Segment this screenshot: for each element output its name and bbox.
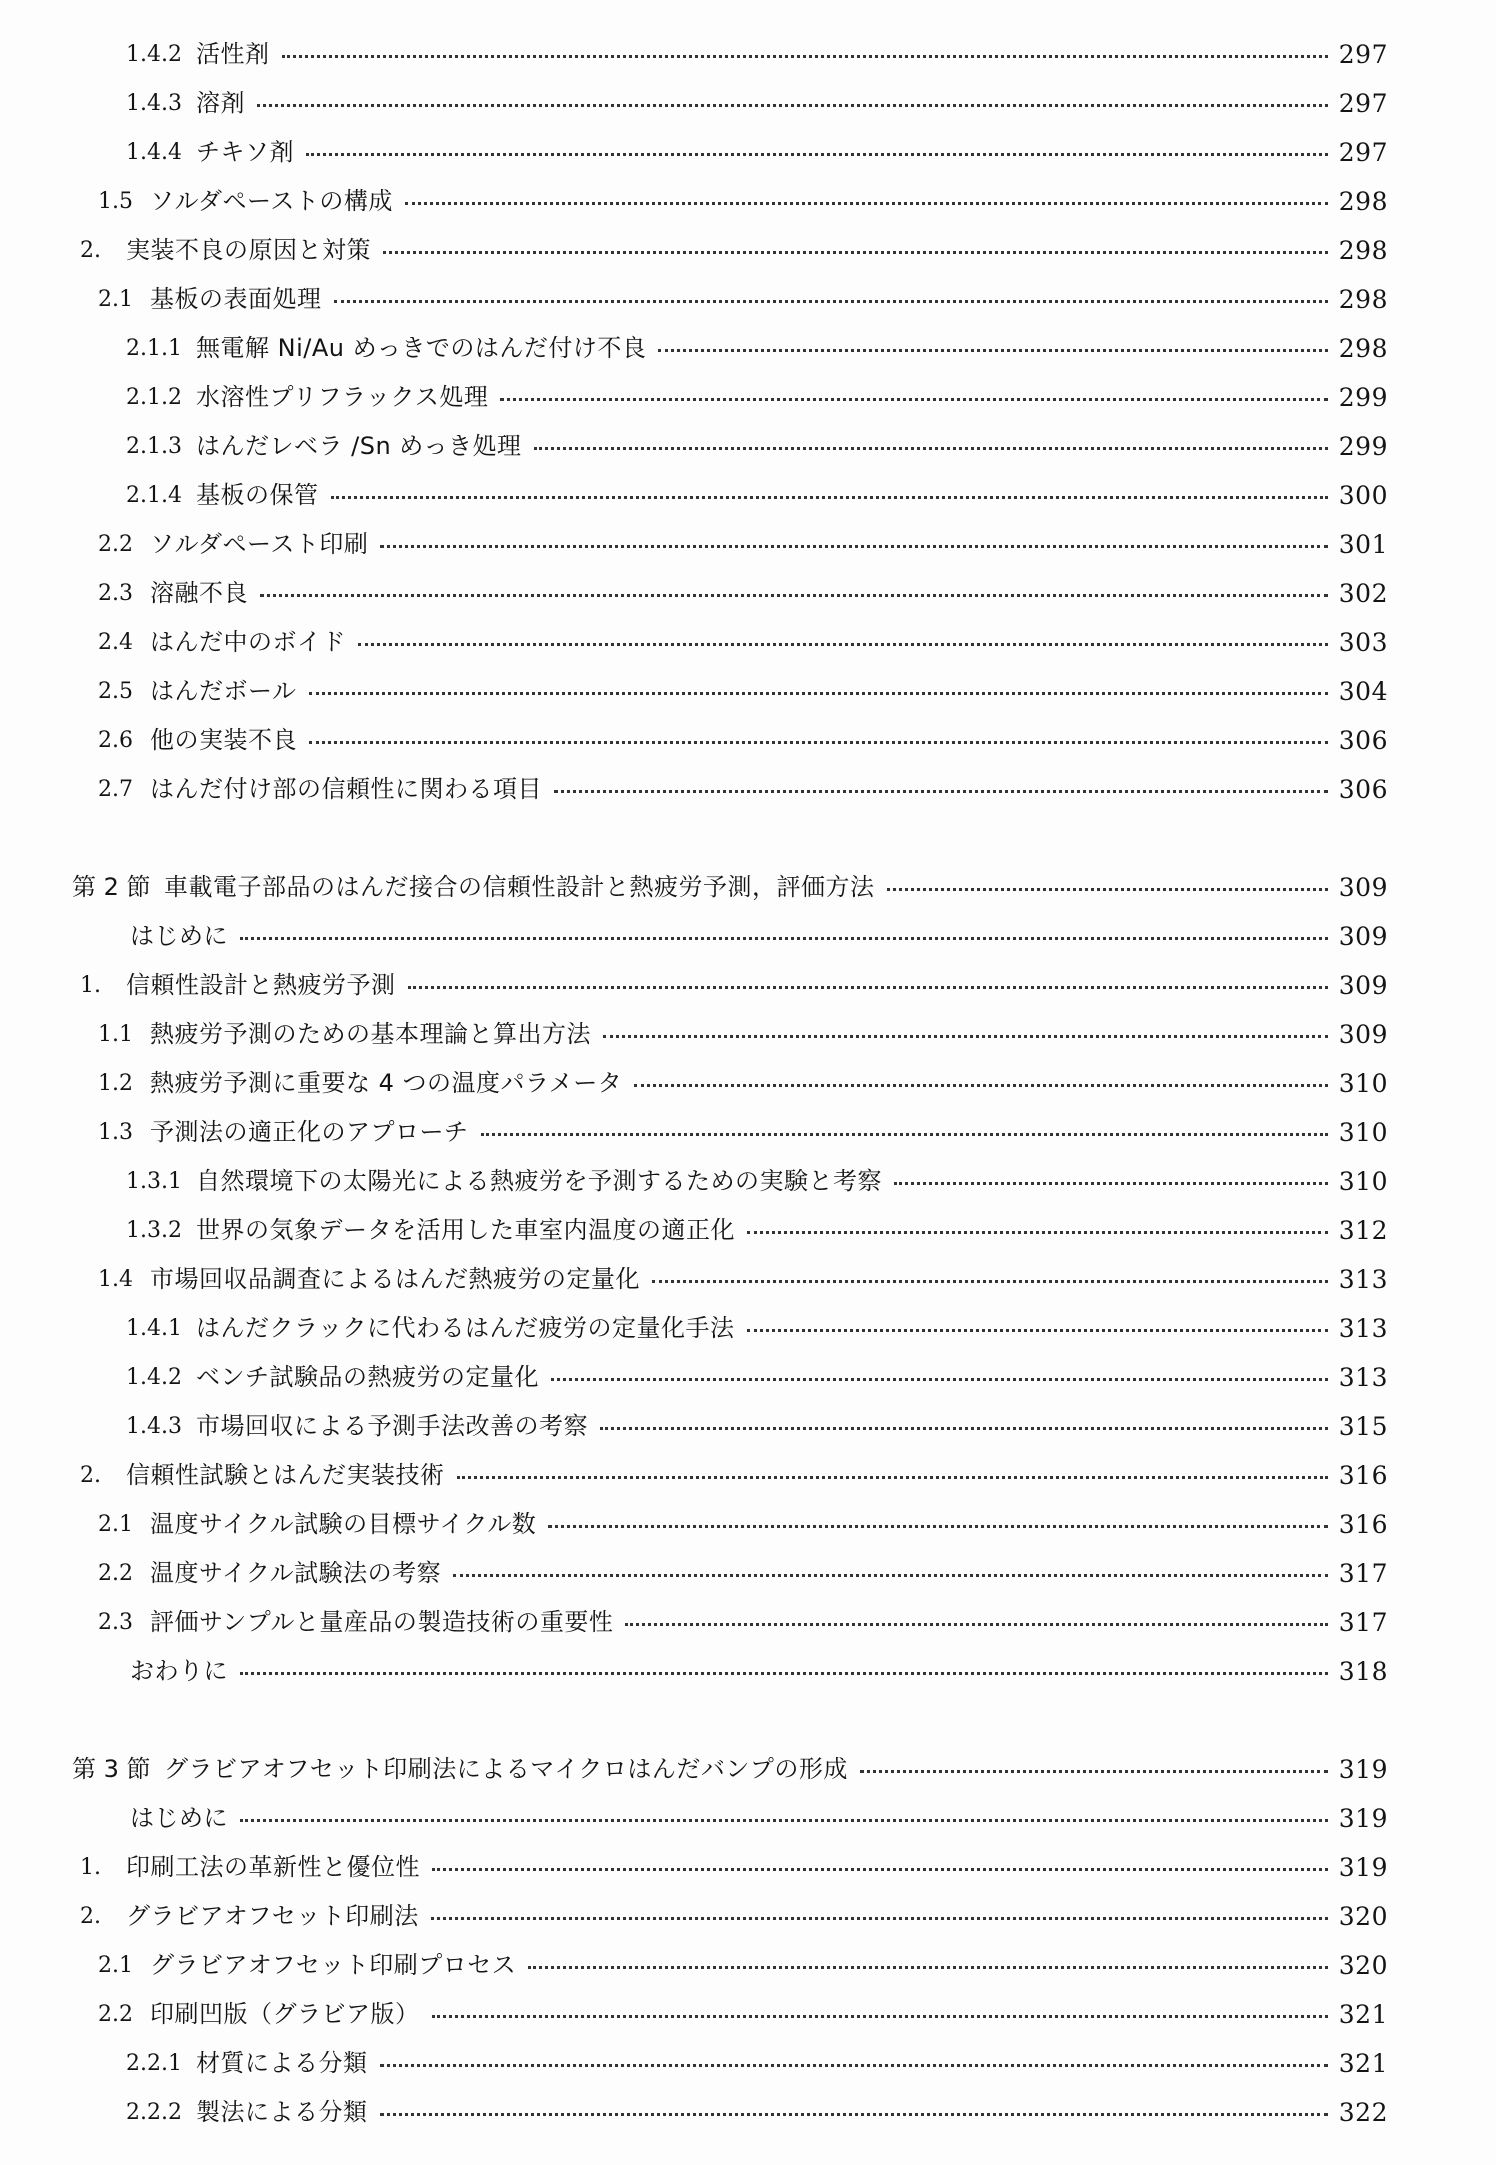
toc-entry-title: はんだ中のボイド [150, 628, 346, 656]
toc-entry[interactable] [0, 1451, 1496, 1500]
toc-page-number: 317 [1338, 1608, 1388, 1637]
toc-entry-number: 1.3 [98, 1120, 133, 1145]
toc-entry-title: 製法による分類 [196, 2098, 368, 2126]
dot-leader [240, 1819, 1328, 1822]
dot-leader [309, 692, 1328, 695]
dot-leader [432, 2015, 1329, 2018]
dot-leader [334, 300, 1329, 303]
toc-entry[interactable] [0, 226, 1496, 275]
toc-entry-title: ベンチ試験品の熱疲労の定量化 [196, 1363, 539, 1391]
dot-leader [554, 790, 1328, 793]
toc-page-number: 304 [1338, 677, 1388, 706]
toc-entry[interactable] [0, 1598, 1496, 1647]
toc-entry-number: 1.4.1 [126, 1316, 182, 1341]
toc-page-number: 316 [1338, 1461, 1388, 1490]
toc-page-number: 320 [1338, 1902, 1388, 1931]
toc-entry-title: グラビアオフセット印刷プロセス [150, 1951, 517, 1979]
toc-entry-number: 2. [80, 238, 101, 263]
toc-entry-number: 1.4.3 [126, 1414, 182, 1439]
toc-entry-number: 1.4 [98, 1267, 133, 1292]
toc-entry-number: 2.5 [98, 679, 133, 704]
toc-page-number: 312 [1338, 1216, 1388, 1245]
toc-entry-title: 他の実装不良 [150, 726, 297, 754]
dot-leader [894, 1182, 1328, 1185]
dot-leader [747, 1329, 1328, 1332]
toc-entry-number: 2.4 [98, 630, 133, 655]
toc-section-heading[interactable] [0, 1745, 1496, 1794]
toc-page-number: 313 [1338, 1265, 1388, 1294]
toc-entry[interactable] [0, 520, 1496, 569]
toc-entry-number: 2.1.4 [126, 483, 182, 508]
toc-page-number: 298 [1338, 334, 1388, 363]
toc-entry-title: グラビアオフセット印刷法によるマイクロはんだバンプの形成 [164, 1755, 848, 1783]
toc-page-number: 310 [1338, 1069, 1388, 1098]
toc-entry-title: グラビアオフセット印刷法 [126, 1902, 419, 1930]
toc-page-number: 302 [1338, 579, 1388, 608]
toc-page-number: 316 [1338, 1510, 1388, 1539]
toc-entry-number: 2.3 [98, 581, 133, 606]
toc-entry-title: ソルダペースト印刷 [150, 530, 369, 558]
toc-entry-title: はんだクラックに代わるはんだ疲労の定量化手法 [196, 1314, 735, 1342]
section-gap [0, 1696, 1496, 1745]
toc-entry-number: 1.5 [98, 189, 133, 214]
dot-leader [887, 888, 1329, 891]
toc-entry-number: 1.3.2 [126, 1218, 182, 1243]
toc-entry[interactable] [0, 30, 1496, 79]
toc-page-number: 300 [1338, 481, 1388, 510]
dot-leader [528, 1966, 1328, 1969]
toc-entry-number: 2.2 [98, 2002, 133, 2027]
dot-leader [603, 1035, 1328, 1038]
toc-entry-title: 基板の表面処理 [150, 285, 322, 313]
toc-entry-title: 熱疲労予測に重要な 4 つの温度パラメータ [150, 1069, 623, 1097]
toc-entry-title: 活性剤 [196, 40, 270, 68]
toc-page-number: 315 [1338, 1412, 1388, 1441]
toc-entry-title: 基板の保管 [196, 481, 319, 509]
toc-entry-title: チキソ剤 [196, 138, 294, 166]
toc-page-number: 310 [1338, 1118, 1388, 1147]
toc-page-number: 309 [1338, 971, 1388, 1000]
dot-leader [383, 251, 1328, 254]
toc-entry[interactable] [0, 422, 1496, 471]
toc-entry-title: 材質による分類 [196, 2049, 368, 2077]
toc-page-number: 313 [1338, 1314, 1388, 1343]
toc-entry-title: 温度サイクル試験の目標サイクル数 [150, 1510, 537, 1538]
toc-entry-title: 世界の気象データを活用した車室内温度の適正化 [196, 1216, 735, 1244]
dot-leader [658, 349, 1328, 352]
toc-entry-title: 予測法の適正化のアプローチ [150, 1118, 469, 1146]
toc-entry-title: 無電解 Ni/Au めっきでのはんだ付け不良 [196, 334, 647, 362]
toc-entry[interactable] [0, 1206, 1496, 1255]
toc-page-number: 318 [1338, 1657, 1388, 1686]
toc-entry[interactable] [0, 765, 1496, 814]
dot-leader [306, 153, 1328, 156]
toc-page-number: 298 [1338, 285, 1388, 314]
toc-entry-number: 2.2.2 [126, 2100, 182, 2125]
toc-page-number: 306 [1338, 726, 1388, 755]
dot-leader [652, 1280, 1328, 1283]
toc-entry-title: 評価サンプルと量産品の製造技術の重要性 [150, 1608, 614, 1636]
toc-entry-number: 2.1.1 [126, 336, 182, 361]
toc-page-number: 309 [1338, 922, 1388, 951]
toc-entry-number: 2.1.2 [126, 385, 182, 410]
toc-entry[interactable] [0, 961, 1496, 1010]
toc-entry[interactable] [0, 275, 1496, 324]
dot-leader [481, 1133, 1329, 1136]
toc-entry-title: はんだボール [150, 677, 297, 705]
toc-entry-number: 1.4.2 [126, 1365, 182, 1390]
toc-page-number: 309 [1338, 1020, 1388, 1049]
toc-entry[interactable] [0, 177, 1496, 226]
toc-entry-number: 1.3.1 [126, 1169, 182, 1194]
toc-entry[interactable] [0, 471, 1496, 520]
dot-leader [551, 1378, 1328, 1381]
toc-entry[interactable] [0, 1157, 1496, 1206]
toc-page-number: 297 [1338, 138, 1388, 167]
dot-leader [358, 643, 1328, 646]
toc-page-number: 319 [1338, 1755, 1388, 1784]
toc-entry-title: 信頼性設計と熱疲労予測 [126, 971, 396, 999]
toc-entry-title: 溶剤 [196, 89, 245, 117]
toc-page-number: 319 [1338, 1853, 1388, 1882]
toc-page-number: 297 [1338, 89, 1388, 118]
toc-entry-number: 第 2 節 [72, 873, 151, 901]
toc-entry[interactable] [0, 716, 1496, 765]
toc-entry[interactable] [0, 1108, 1496, 1157]
toc-entry-title: 自然環境下の太陽光による熱疲労を予測するための実験と考察 [196, 1167, 882, 1195]
dot-leader [380, 2113, 1329, 2116]
toc-page-number: 301 [1338, 530, 1388, 559]
toc-entry[interactable] [0, 1059, 1496, 1108]
toc-entry[interactable] [0, 1990, 1496, 2039]
toc-entry[interactable] [0, 128, 1496, 177]
toc-page-number: 321 [1338, 2049, 1388, 2078]
toc-entry-title: 市場回収品調査によるはんだ熱疲労の定量化 [150, 1265, 640, 1293]
toc-entry[interactable] [0, 2088, 1496, 2137]
toc-entry-number: 2.3 [98, 1610, 133, 1635]
toc-entry-number: 2. [80, 1904, 101, 1929]
toc-entry-number: 第 3 節 [72, 1755, 151, 1783]
dot-leader [600, 1427, 1328, 1430]
dot-leader [457, 1476, 1329, 1479]
toc-entry[interactable] [0, 79, 1496, 128]
dot-leader [634, 1084, 1328, 1087]
dot-leader [534, 447, 1328, 450]
toc-entry-title: おわりに [130, 1657, 228, 1685]
toc-page-number: 303 [1338, 628, 1388, 657]
dot-leader [405, 202, 1328, 205]
toc-page-number: 297 [1338, 40, 1388, 69]
toc-entry[interactable] [0, 569, 1496, 618]
dot-leader [380, 545, 1328, 548]
dot-leader [309, 741, 1328, 744]
toc-entry-title: 熱疲労予測のための基本理論と算出方法 [150, 1020, 591, 1048]
toc-entry-title: 溶融不良 [150, 579, 248, 607]
dot-leader [500, 398, 1328, 401]
toc-entry-number: 2.1 [98, 287, 133, 312]
toc-entry-title: 温度サイクル試験法の考察 [150, 1559, 442, 1587]
toc-page-number: 306 [1338, 775, 1388, 804]
toc-entry-title: 印刷凹版（グラビア版） [150, 2000, 420, 2028]
dot-leader [860, 1770, 1328, 1773]
toc-entry-number: 1.4.3 [126, 91, 182, 116]
toc-entry-title: 信頼性試験とはんだ実装技術 [126, 1461, 445, 1489]
toc-entry[interactable] [0, 1941, 1496, 1990]
dot-leader [282, 55, 1329, 58]
toc-entry[interactable] [0, 324, 1496, 373]
dot-leader [431, 1917, 1328, 1920]
toc-page-number: 319 [1338, 1804, 1388, 1833]
toc-entry-number: 2.6 [98, 728, 133, 753]
toc-entry-number: 2.2.1 [126, 2051, 182, 2076]
toc-entry-title: 水溶性プリフラックス処理 [196, 383, 489, 411]
toc-entry-number: 1.2 [98, 1071, 133, 1096]
toc-page-number: 298 [1338, 236, 1388, 265]
dot-leader [625, 1623, 1328, 1626]
toc-entry-number: 2.7 [98, 777, 133, 802]
toc-entry-title: ソルダペーストの構成 [150, 187, 393, 215]
dot-leader [747, 1231, 1328, 1234]
toc-entry[interactable] [0, 1255, 1496, 1304]
dot-leader [240, 1672, 1328, 1675]
toc-entry-number: 2.1.3 [126, 434, 182, 459]
dot-leader [380, 2064, 1329, 2067]
toc-entry-number: 1.1 [98, 1022, 133, 1047]
toc-entry-title: 車載電子部品のはんだ接合の信頼性設計と熱疲労予測，評価方法 [164, 873, 875, 901]
toc-entry[interactable] [0, 1647, 1496, 1696]
toc-entry[interactable] [0, 1402, 1496, 1451]
toc-page-number: 299 [1338, 383, 1388, 412]
toc-page-number: 321 [1338, 2000, 1388, 2029]
dot-leader [331, 496, 1329, 499]
dot-leader [240, 937, 1328, 940]
toc-page-number: 298 [1338, 187, 1388, 216]
toc-entry[interactable] [0, 1353, 1496, 1402]
toc-entry-number: 1.4.4 [126, 140, 182, 165]
toc-page-number: 310 [1338, 1167, 1388, 1196]
toc-entry-number: 2. [80, 1463, 101, 1488]
toc-page-number: 313 [1338, 1363, 1388, 1392]
toc-entry[interactable] [0, 1794, 1496, 1843]
dot-leader [548, 1525, 1328, 1528]
section-gap [0, 814, 1496, 863]
dot-leader [260, 594, 1328, 597]
toc-entry-number: 1. [80, 973, 101, 998]
toc-entry[interactable] [0, 373, 1496, 422]
table-of-contents [0, 30, 1496, 2137]
dot-leader [432, 1868, 1328, 1871]
toc-entry-number: 2.1 [98, 1512, 133, 1537]
toc-entry-number: 2.2 [98, 532, 133, 557]
toc-entry-number: 1.4.2 [126, 42, 182, 67]
toc-entry[interactable] [0, 1010, 1496, 1059]
toc-entry[interactable] [0, 1892, 1496, 1941]
toc-entry[interactable] [0, 1304, 1496, 1353]
toc-entry-title: 実装不良の原因と対策 [126, 236, 371, 264]
toc-page-number: 317 [1338, 1559, 1388, 1588]
dot-leader [257, 104, 1328, 107]
toc-entry[interactable] [0, 618, 1496, 667]
dot-leader [453, 1574, 1328, 1577]
toc-page-number: 309 [1338, 873, 1388, 902]
dot-leader [408, 986, 1329, 989]
toc-entry[interactable] [0, 1500, 1496, 1549]
toc-entry-title: はんだレベラ /Sn めっき処理 [196, 432, 522, 460]
toc-entry[interactable] [0, 912, 1496, 961]
toc-entry-number: 2.2 [98, 1561, 133, 1586]
toc-entry-title: はじめに [130, 1804, 228, 1832]
toc-page-number: 299 [1338, 432, 1388, 461]
toc-entry-title: はじめに [130, 922, 228, 950]
toc-entry[interactable] [0, 1843, 1496, 1892]
toc-page-number: 322 [1338, 2098, 1388, 2127]
toc-entry[interactable] [0, 667, 1496, 716]
toc-page-number: 320 [1338, 1951, 1388, 1980]
toc-entry[interactable] [0, 2039, 1496, 2088]
toc-section-heading[interactable] [0, 863, 1496, 912]
toc-entry-number: 2.1 [98, 1953, 133, 1978]
toc-entry[interactable] [0, 1549, 1496, 1598]
toc-entry-title: はんだ付け部の信頼性に関わる項目 [150, 775, 542, 803]
toc-entry-title: 市場回収による予測手法改善の考察 [196, 1412, 588, 1440]
toc-entry-title: 印刷工法の革新性と優位性 [126, 1853, 420, 1881]
toc-entry-number: 1. [80, 1855, 101, 1880]
